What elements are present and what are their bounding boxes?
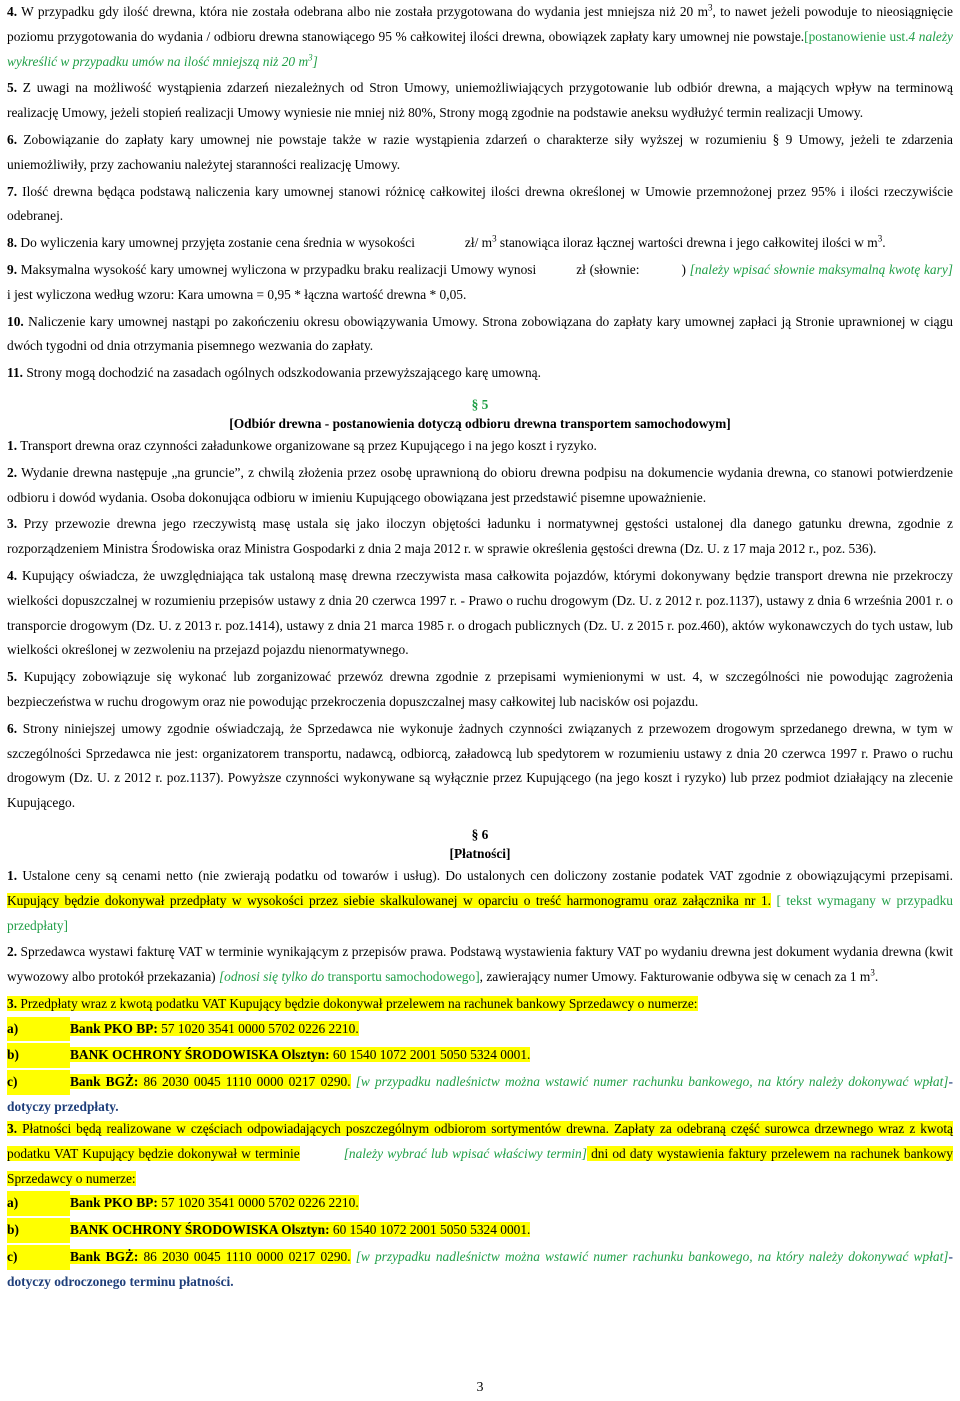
section-5-items (7, 434, 953, 816)
paragraph-11: 11. Strony mogą dochodzić na zasadach ogólnych odszkodowania przewyższającego karę umowną. (7, 365, 541, 381)
section-5-item: 1. Transport drewna oraz czynności załadunkowe organizowane są przez Kupującego i na jego koszt i ryzyko. (7, 437, 597, 453)
editor-note: transportu samochodowego] (327, 969, 480, 985)
paragraph-number: 4. (7, 4, 18, 19)
paragraph-4: 4. W przypadku gdy ilość drewna, która nie została odebrana albo nie została przygotowana do wydania jest mniejsza niż 20 $m^3$, to nawet jeżeli powoduje to nieosiągnięcie poziomu przygotowania do wydania / odbioru drewna stanowiącego 95 % całkowitej ilości drewna, obowiązek zapłaty kary umownej nie powstaje.[postanowienie ust.4 należy wykreślić w przypadku umów na ilość mniejszą niż 20 $m^3$] (7, 2, 953, 69)
paragraph-5: 5. Z uwagi na możliwość wystąpienia zdarzeń niezależnych od Stron Umowy, uniemożliwiających przygotowanie lub odbiór drewna, a mających wpływ na terminową realizację Umowy, jeżeli stopień realizacji Umowy wyniesie nie mniej niż 80%, Strony mogą zgodnie na podstawie aneksu wydłużyć termin realizacji Umowy. (7, 80, 953, 121)
section-6-title: [Płatności] (449, 845, 511, 861)
editor-note: [w przypadku nadleśnictw można wstawić numer rachunku bankowego, na który należy dokonywać wpłat] (350, 1249, 949, 1265)
section-6-number: § 6 (471, 826, 489, 842)
bank-account-line: b) BANK OCHRONY ŚRODOWISKA Olsztyn: 60 1540 1072 2001 5050 5324 0001. (7, 1043, 953, 1068)
section-5-item: 6. Strony niniejszej umowy zgodnie oświadczają, że Sprzedawca nie wykonuje żadnych czynności związanych z przewozem drogowym sprzedanego drewna, w tym w szczególności Sprzedawca nie jest: organizatorem transportu, nadawcą, odbiorcą, załadowcą lub spedytorem w rozumieniu ustawy z dnia 20 czerwca 1997 r. Prawo o ruchu drogowym (Dz. U. z 2012 r. poz.1137). Powyższe czynności wykonywane są wyłącznie przez Kupującego (na jego koszt i ryzyko) lub przez podmiot działający na zlecenie Kupującego. (7, 720, 953, 811)
editor-note: [ tekst wymagany w przypadku przedpłaty] (7, 892, 953, 933)
paragraph-7: 7. Ilość drewna będąca podstawą naliczenia kary umownej stanowi różnicę całkowitej ilości drewna określonej w Umowie przemnożonej przez 95% i ilości rzeczywiście odebranej. (7, 183, 953, 224)
editor-note: [postanowienie ust. (804, 28, 909, 44)
section-5-number: § 5 (471, 396, 489, 412)
paragraph-6-2: 2. Sprzedawca wystawi fakturę VAT w terminie wynikającym z przepisów prawa. Podstawą wystawienia faktury VAT po wydaniu drewna jest dokument wydania drewna (kwit wywozowy albo protokół przekazania) [odnosi się tylko do transportu samochodowego], zawierający numer Umowy. Fakturowanie odbywa się w cenach za 1 $m^3$. (7, 944, 953, 985)
editor-note: [należy wpisać słownie maksymalną kwotę kary] (689, 261, 953, 277)
section-5-item: 2. Wydanie drewna następuje „na gruncie”, z chwilą złożenia przez osobę uprawnioną do obioru drewna podpisu na dokumencie wydania drewna, co stanowi potwierdzenie odbioru i dowód wydania. Osoba dokonująca odbioru w imieniu Kupującego obowiązana jest przedstawić pisemne upoważnienie. (7, 464, 953, 505)
paragraph-9: 9. Maksymalna wysokość kary umownej wyliczona w przypadku braku realizacji Umowy wynosi zł (słownie: ) [należy wpisać słownie maksymalną kwotę kary] i jest wyliczona według wzoru: Kara umowna = 0,95 * łączna wartość drewna * 0,05. (7, 261, 953, 302)
section-5-item: 3. Przy przewozie drewna jego rzeczywistą masę ustala się jako iloczyn objętości ładunku i normatywnej gęstości ustalonej dla danego gatunku drewna, zgodnie z rozporządzeniem Ministra Środowiska oraz Ministra Gospodarki z dnia 2 maja 2012 r. w sprawie określenia gęstości drewna (Dz. U. z 17 maja 2012 r., poz. 536). (7, 516, 953, 557)
paragraph-6: 6. Zobowiązanie do zapłaty kary umownej nie powstaje także w razie wystąpienia zdarzeń o charakterze siły wyższej w rozumieniu § 9 Umowy, jeżeli te zdarzenia uniemożliwiły, przy zachowaniu należytej staranności realizację Umowy. (7, 131, 953, 172)
section-5-title: [Odbiór drewna - postanowienia dotyczą odbioru drewna transportem samochodowym] (229, 415, 731, 431)
editor-note: 4 należy wykreślić w przypadku umów na ilość mniejszą niż 20 $m^3$] (7, 28, 953, 69)
bank-account-line: c) Bank BGŻ: 86 2030 0045 1110 0000 0217 0290. [w przypadku nadleśnictw można wstawić numer rachunku bankowego, na który należy dokonywać wpłat]- dotyczy przedpłaty. (7, 1070, 953, 1120)
highlighted-text: Kupujący będzie dokonywał przedpłaty w wysokości przez siebie skalkulowanej w oparciu o treść harmonogramu oraz załącznika nr 1. (7, 892, 771, 908)
paragraph-6-3-prepayment: 3. Przedpłaty wraz z kwotą podatku VAT Kupujący będzie dokonywał przelewem na rachunek bankowy Sprzedawcy o numerze: a) Bank PKO BP: 57 1020 3541 0000 5702 0226 2210. b) BANK OCHRONY ŚRODOWISKA Olsztyn: 60 1540 1072 2001 5050 5324 0001. c) Bank BGŻ: 86 2030 0045 1110 0000 0217 0290. [w przypadku nadleśnictw można wstawić numer rachunku bankowego, na który należy dokonywać wpłat]- dotyczy przedpłaty. (7, 992, 953, 1120)
paragraph-6-3-deferred: 3. Płatności będą realizowane w częściach odpowiadających poszczególnym odbiorom sortymentów drewna. Zapłaty za odebraną część surowca drzewnego wraz z kwotą podatku VAT Kupujący będzie dokonywał w terminie [należy wybrać lub wpisać właściwy termin] dni od daty wystawienia faktury przelewem na rachunek bankowy Sprzedawcy o numerze: a) Bank PKO BP: 57 1020 3541 0000 5702 0226 2210. b) BANK OCHRONY ŚRODOWISKA Olsztyn: 60 1540 1072 2001 5050 5324 0001. c) Bank BGŻ: 86 2030 0045 1110 0000 0217 0290. [w przypadku nadleśnictw można wstawić numer rachunku bankowego, na który należy dokonywać wpłat]- dotyczy odroczonego terminu płatności. (7, 1117, 953, 1295)
bank-account-line: a) Bank PKO BP: 57 1020 3541 0000 5702 0226 2210. (7, 1017, 953, 1042)
editor-note: [w przypadku nadleśnictw można wstawić numer rachunku bankowego, na który należy dokonywać wpłat] (350, 1074, 949, 1090)
page-number: 3 (476, 1380, 484, 1395)
editor-note: [należy wybrać lub wpisać właściwy termin] (343, 1145, 587, 1161)
bank-account-line: b) BANK OCHRONY ŚRODOWISKA Olsztyn: 60 1540 1072 2001 5050 5324 0001. (7, 1218, 953, 1243)
paragraph-8: 8. Do wyliczenia kary umownej przyjęta zostanie cena średnia w wysokości zł/ $m^3$ stanowiąca iloraz łącznej wartości drewna i jego całkowitej ilości w $m^3$. (7, 233, 886, 251)
paragraph-10: 10. Naliczenie kary umownej nastąpi po zakończeniu okresu obowiązywania Umowy. Strona zobowiązana do zapłaty kary umownej zapłaci ją Stronie uprawnionej w ciągu dwóch tygodni od dnia otrzymania pisemnego wezwania do zapłaty. (7, 313, 953, 354)
section-5-item: 5. Kupujący zobowiązuje się wykonać lub zorganizować przewóz drewna zgodnie z przepisami wymienionymi w ust. 4, w szczególności nie powodując zagrożenia bezpieczeństwa w ruchu drogowym oraz nie powodując przekroczenia dopuszczalnej masy całkowitej lub nacisków osi pojazdu. (7, 669, 953, 709)
bank-account-line: c) Bank BGŻ: 86 2030 0045 1110 0000 0217 0290. [w przypadku nadleśnictw można wstawić numer rachunku bankowego, na który należy dokonywać wpłat]- dotyczy odroczonego terminu płatności. (7, 1245, 953, 1295)
document-page (7, 0, 953, 1295)
editor-note: [odnosi się tylko do (218, 969, 328, 985)
paragraph-6-1: 1. Ustalone ceny są cenami netto (nie zwierają podatku od towarów i usług). Do ustalonych cen doliczony zostanie podatek VAT zgodnie z obowiązującymi przepisami. Kupujący będzie dokonywał przedpłaty w wysokości przez siebie skalkulowanej w oparciu o treść harmonogramu oraz załącznika nr 1. [ tekst wymagany w przypadku przedpłaty] (7, 867, 953, 933)
section-5-item: 4. Kupujący oświadcza, że uwzględniająca tak ustaloną masę drewna rzeczywista masa całkowita pojazdów, którymi dokonywany będzie transport drewna nie przekroczy wielkości dopuszczalnej w rozumieniu przepisów ustawy z dnia 20 czerwca 1997 r. - Prawo o ruchu drogowym (Dz. U. z 2012 r. poz.1137), ustawy z dnia 6 września 2001 r. o transporcie drogowym (Dz. U. z 2013 r. poz.1414), ustawy z dnia 21 marca 1985 r. o drogach publicznych (Dz. U. z 2015 r. poz.460), aktów wykonawczych do tych ustaw, lub wielkości określonej w zezwoleniu na przejazd pojazdu nienormatywnego. (7, 567, 953, 658)
bank-account-line: a) Bank PKO BP: 57 1020 3541 0000 5702 0226 2210. (7, 1191, 953, 1216)
